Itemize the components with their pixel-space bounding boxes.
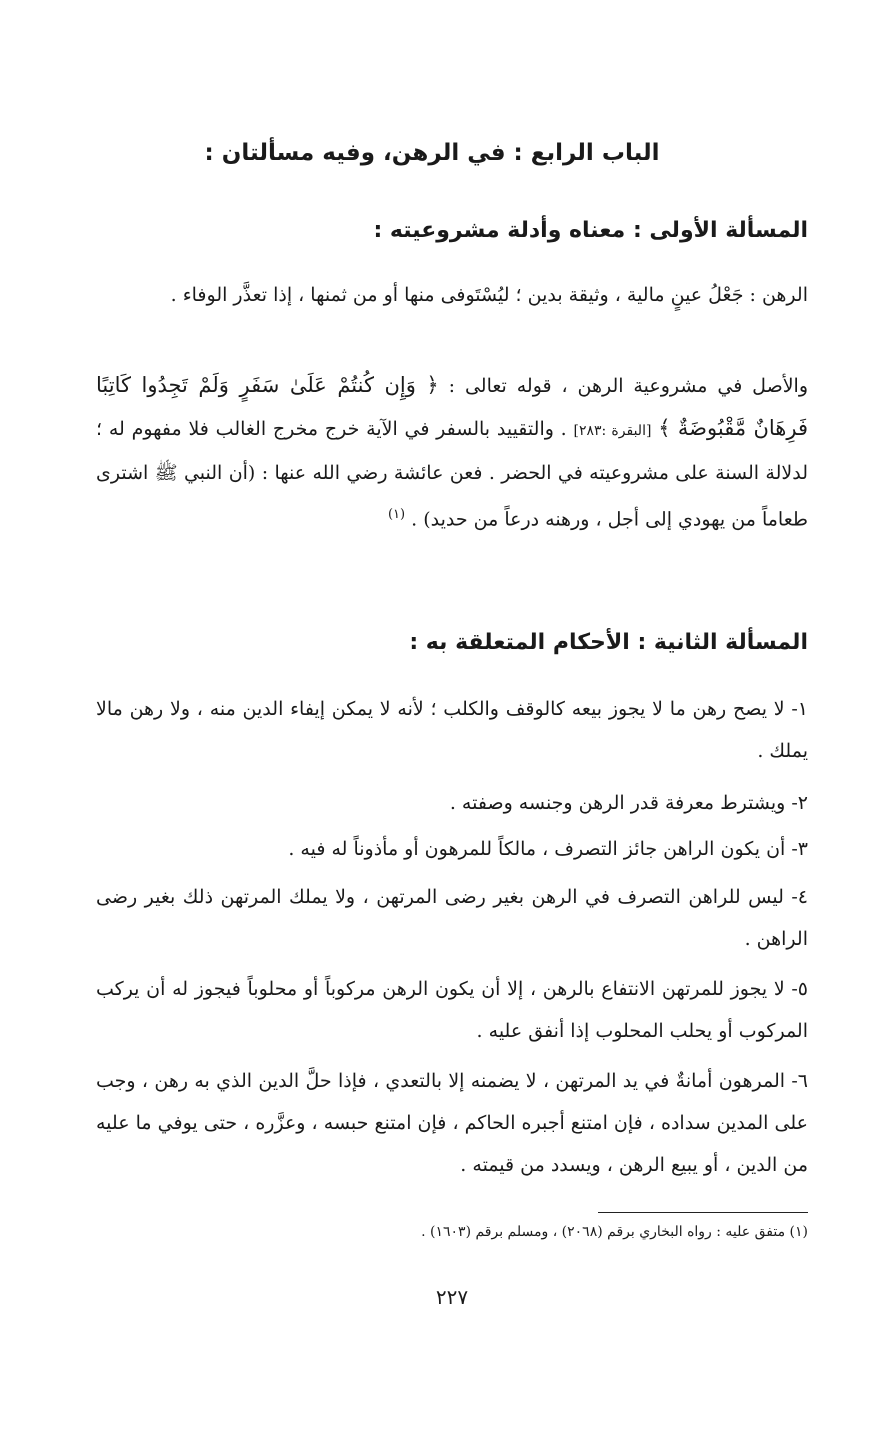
rule-1: ١- لا يصح رهن ما لا يجوز بيعه كالوقف والكلب ؛ لأنه لا يمكن إيفاء الدين منه ، ولا رهن مالا يملك . xyxy=(96,698,808,762)
quran-verse: ﴿ وَإِن كُنتُمْ عَلَىٰ سَفَرٍ وَلَمْ تَجِدُوا كَاتِبًا فَرِهَانٌ مَّقْبُوضَةٌ ﴾ xyxy=(96,373,808,440)
chapter-title: الباب الرابع : في الرهن، وفيه مسألتان : xyxy=(204,140,660,166)
rule-6: ٦- المرهون أمانةٌ في يد المرتهن ، لا يضمنه إلا بالتعدي ، فإذا حلَّ الدين الذي به رهن ، وجب على المدين سداده ، فإن امتنع أجبره الحاكم ، فإن امتنع حبسه ، وعزَّره ، حتى يوفي ما عليه من الدين ، أو يبيع الرهن ، ويسدد من قيمته . xyxy=(96,1070,808,1176)
footnote: (١) متفق عليه : رواه البخاري برقم (٢٠٦٨) ، ومسلم برقم (١٦٠٣) . xyxy=(421,1224,808,1240)
footnote-divider xyxy=(598,1212,808,1213)
verse-reference: [البقرة :٢٨٣] xyxy=(573,423,652,439)
evidence-rest: . والتقييد بالسفر في الآية خرج مخرج الغالب فلا مفهوم له ؛ لدلالة السنة على مشروعيته في الحضر . فعن عائشة رضي الله عنها : (أن النبي ﷺ اشترى طعاماً من يهودي إلى أجل ، ورهنه درعاً من حديد) . xyxy=(96,418,808,531)
rule-2: ٢- ويشترط معرفة قدر الرهن وجنسه وصفته . xyxy=(449,792,808,814)
section-2-title: المسألة الثانية : الأحكام المتعلقة به : xyxy=(409,630,808,655)
rule-5: ٥- لا يجوز للمرتهن الانتفاع بالرهن ، إلا أن يكون الرهن مركوباً أو محلوباً فيجوز له أن يركب المركوب أو يحلب المحلوب إذا أنفق عليه . xyxy=(96,978,808,1042)
rule-3: ٣- أن يكون الراهن جائز التصرف ، مالكاً للمرهون أو مأذوناً له فيه . xyxy=(288,838,808,860)
evidence-intro: والأصل في مشروعية الرهن ، قوله تعالى : xyxy=(448,375,808,397)
footnote-marker: (١) xyxy=(387,507,406,522)
rule-4: ٤- ليس للراهن التصرف في الرهن بغير رضى المرتهن ، ولا يملك المرتهن ذلك بغير رضى الراهن . xyxy=(96,886,808,950)
definition-paragraph: الرهن : جَعْلُ عينٍ مالية ، وثيقة بدين ؛ ليُسْتَوفى منها أو من ثمنها ، إذا تعذَّر الوفاء . xyxy=(170,284,808,306)
book-page xyxy=(96,0,808,1433)
section-1-title: المسألة الأولى : معناه وأدلة مشروعيته : xyxy=(373,218,808,243)
page-number: ٢٢٧ xyxy=(435,1285,469,1309)
evidence-paragraph xyxy=(96,364,808,540)
